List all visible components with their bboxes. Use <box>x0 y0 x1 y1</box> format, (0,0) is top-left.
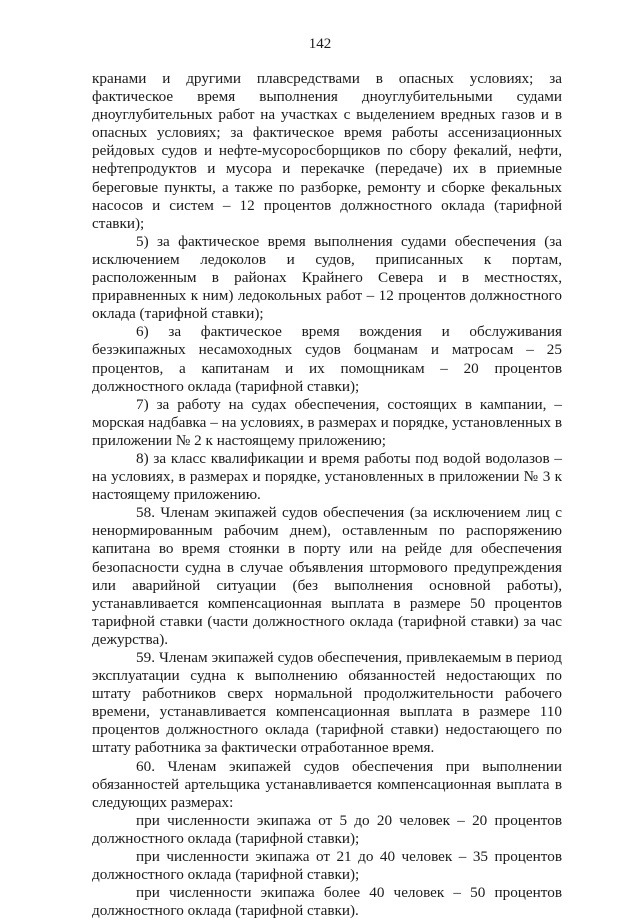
paragraph-60-tier-2: при численности экипажа от 21 до 40 человек – 35 процентов должностного оклада (тарифной ставки); <box>92 848 562 884</box>
body-text <box>92 70 562 920</box>
page-number: 142 <box>308 36 332 52</box>
paragraph-58: 58. Членам экипажей судов обеспечения (за исключением лиц с ненормированным рабочим днем), оставленным по распоряжению капитана во время стоянки в порту или на рейде для обеспечения безопасности судна в случае объявления штормового предупреждения или аварийной ситуации (без выполнения основной работы), устанавливается компенсационная выплата в размере 50 процентов тарифной ставки (части должностного оклада (тарифной ставки) за час дежурства). <box>92 504 562 648</box>
paragraph-60-tier-1: при численности экипажа от 5 до 20 человек – 20 процентов должностного оклада (тарифной ставки); <box>92 811 562 847</box>
paragraph-item-8: 8) за класс квалификации и время работы под водой водолазов – на условиях, в размерах и порядке, установленных в приложении № 3 к настоящему приложению. <box>92 449 562 504</box>
paragraph-60: 60. Членам экипажей судов обеспечения при выполнении обязанностей артельщика устанавливается компенсационная выплата в следующих размерах: <box>92 757 562 811</box>
paragraph-59: 59. Членам экипажей судов обеспечения, привлекаемым в период эксплуатации судна к выполнению обязанностей недостающих по штату работников сверх нормальной продолжительности рабочего времени, устанавливается компенсационная выплата в размере 110 процентов должностного оклада (тарифной ставки) недостающего по штату работника за фактически отработанное время. <box>92 649 562 757</box>
paragraph-item-7: 7) за работу на судах обеспечения, состоящих в кампании, – морская надбавка – на условиях, в размерах и порядке, установленных в приложении № 2 к настоящему приложению; <box>92 395 562 449</box>
paragraph-60-tier-3: при численности экипажа более 40 человек – 50 процентов должностного оклада (тарифной ставки). <box>92 884 562 920</box>
paragraph-continuation: кранами и другими плавсредствами в опасных условиях; за фактическое время выполнения дноуглубительными судами дноуглубительных работ на участках с выделением вредных газов и в опасных условиях; за фактическое время работы ассенизационных рейдовых судов и нефте-мусоросборщиков по сбору фекалий, нефти, нефтепродуктов и мусора и перекачке (передаче) их в приемные береговые пункты, а также по разборке, ремонту и сборке фекальных насосов и систем – 12 процентов должностного оклада (тарифной ставки); <box>92 70 562 232</box>
paragraph-item-6: 6) за фактическое время вождения и обслуживания безэкипажных несамоходных судов боцманам и матросам – 25 процентов, а капитанам и их помощникам – 20 процентов должностного оклада (тарифной ставки); <box>92 323 562 395</box>
paragraph-item-5: 5) за фактическое время выполнения судами обеспечения (за исключением ледоколов и судов, приписанных к портам, расположенным в районах Крайнего Севера и в местностях, приравненных к ним) ледокольных работ – 12 процентов должностного оклада (тарифной ставки); <box>92 232 562 323</box>
